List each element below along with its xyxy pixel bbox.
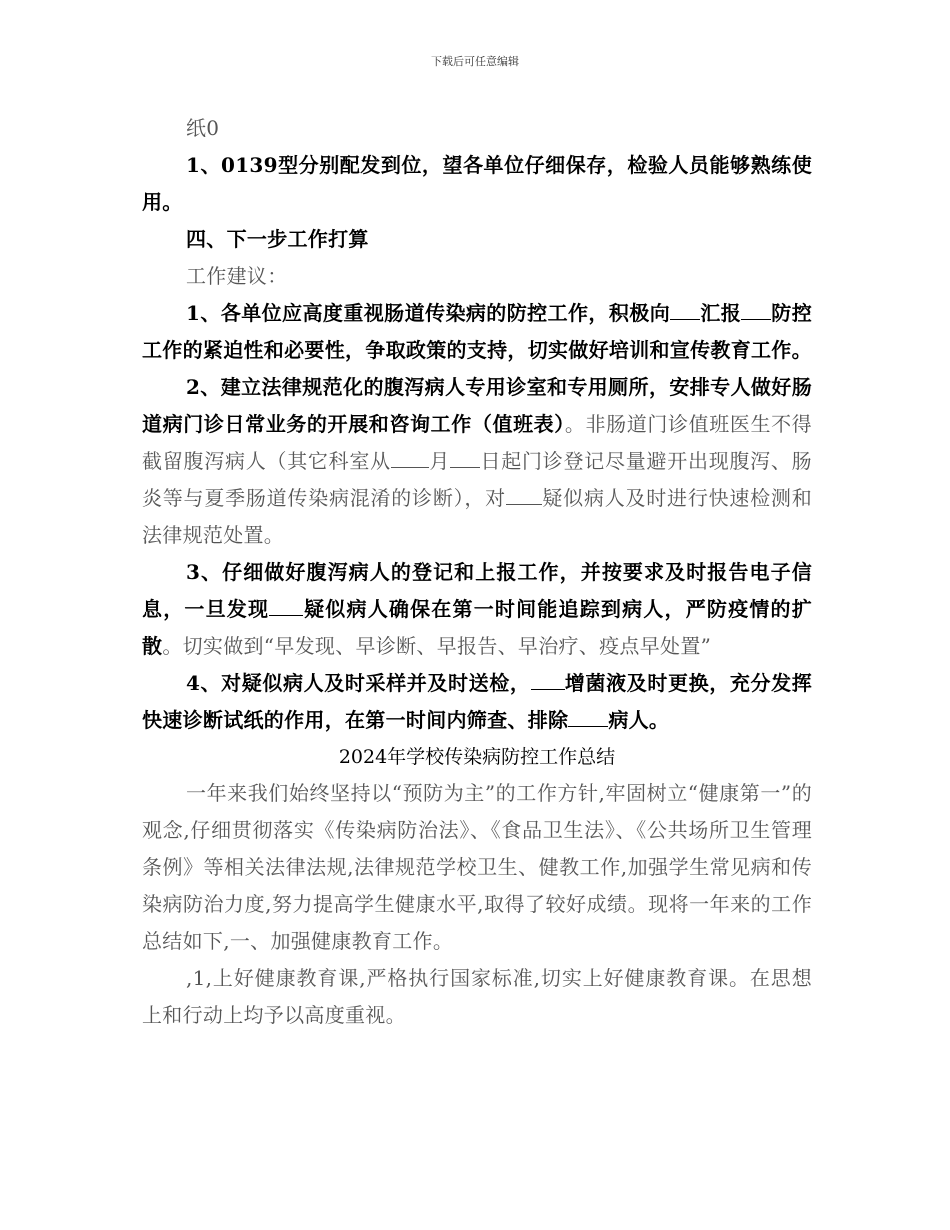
text-segment: 疑似病人及时进行快速检测和法律规范处置。 (142, 486, 812, 547)
text-segment: 。非肠道门诊值班医生不得截留腹泻病人（其它科室从 (142, 412, 812, 473)
paragraph-health-class: ,1,上好健康教育课,严格执行国家标准,切实上好健康教育课。在思想上和行动上均予以高度重视。 (142, 966, 812, 1027)
paragraph-suggestion-3 (142, 554, 812, 665)
text-segment: 4、对疑似病人及时采样并及时送检， (186, 671, 531, 695)
paragraph-paper: 纸0 (186, 116, 220, 140)
document-title: 2024年学校传染病防控工作总结 (338, 746, 616, 768)
blank-underline (391, 449, 429, 468)
blank-underline (531, 671, 565, 690)
blank-underline (269, 597, 303, 616)
blank-underline (450, 449, 480, 468)
text-segment: 1、各单位应高度重视肠道传染病的防控工作，积极向 (186, 301, 671, 325)
text-segment-bold: 疑似病人确保在第一时间能追踪到病人，严防疫情的扩散 (142, 597, 812, 658)
section-heading-next-steps: 四、下一步工作打算 (186, 227, 369, 251)
document-body (142, 110, 812, 1034)
text-segment: 。切实做到“早发现、早诊断、早报告、早治疗、疫点早处置” (162, 634, 712, 658)
text-segment: 病人。 (608, 708, 670, 732)
text-segment: 日起门诊登记尽量避开出现腹泻、肠炎等与夏季肠道传染病混淆的诊断），对 (142, 449, 812, 510)
paragraph-item-1: 1、0139型分别配发到位，望各单位仔细保存，检验人员能够熟练使用。 (142, 153, 812, 214)
blank-underline (506, 486, 542, 505)
blank-underline (568, 708, 608, 727)
text-segment: 防控工作的紧迫性和必要性，争取政策的支持，切实做好培训和宣传教育工作。 (142, 301, 812, 362)
blank-underline (741, 301, 771, 320)
text-segment-bold: 2、建立法律规范化的腹泻病人专用诊室和专用厕所，安排专人做好肠道病门诊日常业务的开展和咨询工作（值班表） (142, 375, 812, 436)
page-header: 下载后可任意编辑 (431, 55, 519, 68)
paragraph-suggestions-label: 工作建议： (186, 264, 288, 288)
blank-underline (670, 301, 700, 320)
paragraph-suggestion-1 (142, 295, 812, 369)
text-segment: 月 (428, 449, 451, 473)
paragraph-suggestion-2 (142, 369, 812, 554)
text-segment: 汇报 (700, 301, 742, 325)
paragraph-suggestion-4 (142, 665, 812, 739)
paragraph-summary-intro: 一年来我们始终坚持以“预防为主”的工作方针,牢固树立“健康第一”的观念,仔细贯彻落实《传染病防治法》、《食品卫生法》、《公共场所卫生管理条例》等相关法律法规,法律规范学校卫生、健教工作,加强学生常见病和传染病防治力度,努力提高学生健康水平,取得了较好成绩。现将一年来的工作总结如下,一、加强健康教育工作。 (142, 781, 812, 953)
text-segment: 增菌液及时更换，充分发挥快速诊断试纸的作用，在第一时间内筛查、排除 (142, 671, 812, 732)
text-segment-bold: 3、仔细做好腹泻病人的登记和上报工作，并按要求及时报告电子信息，一旦发现 (142, 560, 812, 621)
